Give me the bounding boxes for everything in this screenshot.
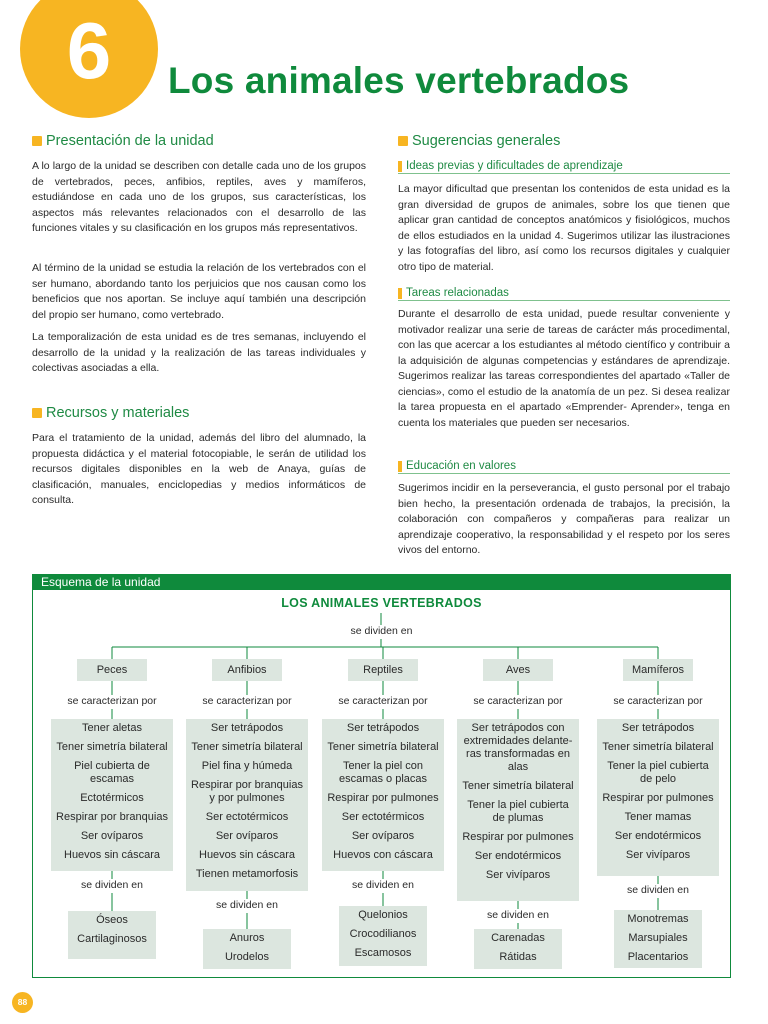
text-line: Ser tetrápodos: [346, 722, 420, 734]
trait-item: [457, 799, 579, 825]
text-line: Respirar por pulmones: [462, 831, 574, 843]
section-heading-text: Presentación de la unidad: [46, 133, 214, 149]
trait-item: [322, 722, 444, 735]
trait-item: [322, 741, 444, 754]
group-3-subgroups-box: [474, 929, 562, 969]
group-2-divide-label: se dividen en: [352, 879, 414, 891]
trait-item: [597, 811, 719, 824]
subgroup-item: Crocodilianos: [349, 928, 417, 940]
subheading-text: Tareas relacionadas: [406, 287, 509, 299]
text-line: Tener mamas: [624, 811, 692, 823]
text-line: Tener simetría bilateral: [191, 741, 303, 753]
trait-item: [457, 831, 579, 844]
trait-item: [322, 830, 444, 843]
chapter-number-badge: [20, 0, 158, 118]
group-2-subgroups-box: [339, 906, 427, 966]
yellow-bar-icon: [398, 461, 402, 472]
subheading-ideas: [398, 160, 730, 174]
group-4-name-box: Mamíferos: [623, 659, 693, 681]
text-line: Ser ectotérmicos: [341, 811, 425, 823]
trait-item: [457, 850, 579, 863]
group-4-characterize-label: se caracterizan por: [613, 695, 703, 707]
text-line: extremidades delante-: [463, 735, 573, 747]
group-0-traits-list: [51, 719, 173, 871]
page-title: Los animales vertebrados: [168, 60, 630, 101]
group-1-traits-list: [186, 719, 308, 891]
trait-item: [322, 760, 444, 786]
text-line: Ser ovíparos: [351, 830, 415, 842]
text-line: de pelo: [639, 773, 677, 785]
subheading-text: Ideas previas y dificultades de aprendizaje: [406, 160, 623, 172]
group-2-traits-list: [322, 719, 444, 871]
square-bullet-icon: [32, 136, 42, 146]
trait-item: [322, 849, 444, 862]
scheme-heading: Esquema de la unidad: [33, 575, 730, 590]
text-line: Ser ovíparos: [80, 830, 144, 842]
subgroup-item: Rátidas: [499, 951, 537, 963]
trait-item: [51, 811, 173, 824]
trait-item: [51, 741, 173, 754]
trait-item: [457, 869, 579, 882]
trait-item: [322, 792, 444, 805]
text-line: Respirar por branquias: [56, 811, 168, 823]
subgroup-item: Escamosos: [354, 947, 412, 959]
group-1-subgroups-box: [203, 929, 291, 969]
subheading-tareas: [398, 287, 730, 301]
paragraph-valores: Sugerimos incidir en la perseverancia, el gusto personal por el trabajo bien hecho, la presentación ordenada de trabajos, la precisión, la colaboración con compañeros y compañeras para realizar un aprendizaje cooperativo, la responsabilidad y el respeto por los seres vivos del entorno.: [398, 482, 730, 556]
text-line: Ser endotérmicos: [474, 850, 562, 862]
trait-item: [457, 780, 579, 793]
text-line: Tener simetría bilateral: [327, 741, 439, 753]
trait-item: [597, 760, 719, 786]
subgroup-item: Quelonios: [358, 909, 408, 921]
paragraph-recursos: Para el tratamiento de la unidad, además del libro del alumnado, la propuesta didáctica y el material fotocopiable, le serán de utilidad los recursos digitales disponibles en la web de Anaya, guías de clasificación, manuales, enciclopedias y medios informáticos de consulta.: [32, 432, 366, 506]
text-line: Ser vivíparos: [485, 869, 551, 881]
group-0-characterize-label: se caracterizan por: [67, 695, 157, 707]
group-1-divide-label: se dividen en: [216, 899, 278, 911]
section-heading-recursos: [32, 405, 189, 421]
yellow-bar-icon: [398, 288, 402, 299]
yellow-bar-icon: [398, 161, 402, 172]
text-line: Tener aletas: [82, 722, 142, 734]
trait-item: [597, 830, 719, 843]
text-line: Ser tetrápodos: [621, 722, 695, 734]
text-line: Piel cubierta de: [74, 760, 150, 772]
subgroup-item: Óseos: [96, 914, 128, 926]
trait-item: [597, 849, 719, 862]
trait-item: [186, 830, 308, 843]
group-2-name-box: Reptiles: [348, 659, 418, 681]
group-0-name-box: Peces: [77, 659, 147, 681]
text-line: Ser tetrápodos con: [471, 722, 565, 734]
text-line: de plumas: [492, 812, 544, 824]
scheme-divide-label: se dividen en: [350, 625, 413, 637]
square-bullet-icon: [398, 136, 408, 146]
text-line: Respirar por pulmones: [327, 792, 439, 804]
paragraph-tareas: Durante el desarrollo de esta unidad, puede resultar conveniente y motivador realizar una serie de tareas de carácter más procedimental, con las que acercar a los estudiantes al método científico y contribuir a la adquisición de algunas competencias y estándares de aprendizaje. Sugerimos realizar las tareas correspondientes del apartado «Taller de ciencias», como el estudio de la anatomía de un pez. Si desea realizar la tarea propuesta en el apartado «Emprender- Aprender», tenga en cuenta los materiales que pueden ser necesarios.: [398, 308, 730, 429]
trait-item: [186, 868, 308, 881]
trait-item: [51, 849, 173, 862]
trait-item: [51, 760, 173, 786]
text-line: Ser vivíparos: [625, 849, 691, 861]
subgroup-item: Cartilaginosos: [77, 933, 147, 945]
group-3-name-box: Aves: [483, 659, 553, 681]
paragraph-ideas: La mayor dificultad que presentan los contenidos de esta unidad es la gran diversidad de grupos de animales, sobre los que tienen que aplicar gran cantidad de conceptos anatómicos y fisiológicos, muchos de ellos estudiados en la unidad 4. Sugerimos utilizar las ilustraciones y las fotografías del libro, así como los recursos digitales y cualquier otro tipo de material.: [398, 183, 730, 273]
text-line: Ser ovíparos: [215, 830, 279, 842]
trait-item: [597, 741, 719, 754]
group-3-characterize-label: se caracterizan por: [473, 695, 563, 707]
text-line: y por pulmones: [209, 792, 285, 804]
text-line: Ser tetrápodos: [210, 722, 284, 734]
group-2-characterize-label: se caracterizan por: [338, 695, 428, 707]
trait-item: [457, 722, 579, 774]
section-heading-presentacion: [32, 133, 214, 149]
text-line: Tienen metamorfosis: [195, 868, 299, 880]
trait-item: [597, 792, 719, 805]
group-1-name-box: Anfibios: [212, 659, 282, 681]
trait-item: [597, 722, 719, 735]
text-line: Huevos sin cáscara: [199, 849, 295, 861]
text-line: Tener simetría bilateral: [602, 741, 714, 753]
text-line: Huevos sin cáscara: [64, 849, 160, 861]
section-heading-text: Sugerencias generales: [412, 133, 561, 149]
subgroup-item: Placentarios: [627, 951, 689, 963]
chapter-number: 6: [66, 6, 112, 95]
section-heading-text: Recursos y materiales: [46, 405, 190, 421]
text-line: Ser endotérmicos: [614, 830, 702, 842]
trait-item: [51, 722, 173, 735]
text-line: escamas o placas: [338, 773, 428, 785]
paragraph-presentacion-3: La temporalización de esta unidad es de tres semanas, incluyendo el desarrollo de la unidad y la realización de las tareas individuales y colectivas asociadas a ella.: [32, 331, 366, 374]
text-line: Tener simetría bilateral: [56, 741, 168, 753]
trait-item: [51, 792, 173, 805]
subheading-text: Educación en valores: [406, 460, 516, 472]
group-4-traits-list: [597, 719, 719, 876]
text-line: Ser ectotérmicos: [205, 811, 289, 823]
square-bullet-icon: [32, 408, 42, 418]
text-line: Piel fina y húmeda: [201, 760, 293, 772]
trait-item: [186, 779, 308, 805]
trait-item: [186, 811, 308, 824]
text-line: Respirar por pulmones: [602, 792, 714, 804]
section-heading-sugerencias: [398, 133, 560, 149]
trait-item: [322, 811, 444, 824]
subgroup-item: Carenadas: [491, 932, 545, 944]
group-3-divide-label: se dividen en: [487, 909, 549, 921]
text-line: Tener la piel con: [342, 760, 424, 772]
text-line: Tener la piel cubierta: [607, 760, 709, 772]
trait-item: [51, 830, 173, 843]
text-line: Ectotérmicos: [80, 792, 144, 804]
text-line: alas: [507, 761, 529, 773]
group-1-characterize-label: se caracterizan por: [202, 695, 292, 707]
subgroup-item: Anuros: [229, 932, 265, 944]
text-line: Respirar por branquias: [191, 779, 303, 791]
subgroup-item: Marsupiales: [628, 932, 688, 944]
trait-item: [186, 849, 308, 862]
group-0-divide-label: se dividen en: [81, 879, 143, 891]
paragraph-presentacion-2: Al término de la unidad se estudia la relación de los vertebrados con el ser humano, abordando tanto los perjuicios que nos causan como los beneficios que nos aportan. Se incluye aquí también una descripción del propio ser humano, como vertebrado.: [32, 262, 366, 321]
subgroup-item: Urodelos: [224, 951, 270, 963]
text-line: Tener la piel cubierta: [467, 799, 569, 811]
text-line: Huevos con cáscara: [333, 849, 433, 861]
trait-item: [186, 722, 308, 735]
group-3-traits-list: [457, 719, 579, 901]
page-number: 88: [12, 992, 33, 1013]
subgroup-item: Monotremas: [627, 913, 689, 925]
text-line: escamas: [89, 773, 135, 785]
text-line: ras transformadas en: [466, 748, 570, 760]
subheading-valores: [398, 460, 730, 474]
unit-scheme-diagram: [32, 574, 731, 978]
group-0-subgroups-box: [68, 911, 156, 959]
trait-item: [186, 760, 308, 773]
scheme-title: LOS ANIMALES VERTEBRADOS: [281, 596, 482, 610]
group-4-subgroups-box: [614, 910, 702, 968]
group-4-divide-label: se dividen en: [627, 884, 689, 896]
trait-item: [186, 741, 308, 754]
paragraph-presentacion-1: A lo largo de la unidad se describen con detalle cada uno de los grupos de vertebrados, peces, anfibios, reptiles, aves y mamíferos, estudiándose en cada uno de los grupos, sus características, los aspectos más relevantes relacionados con el desarrollo de las funciones vitales y su clasificación en los grupos más representativos.: [32, 160, 366, 234]
text-line: Tener simetría bilateral: [462, 780, 574, 792]
